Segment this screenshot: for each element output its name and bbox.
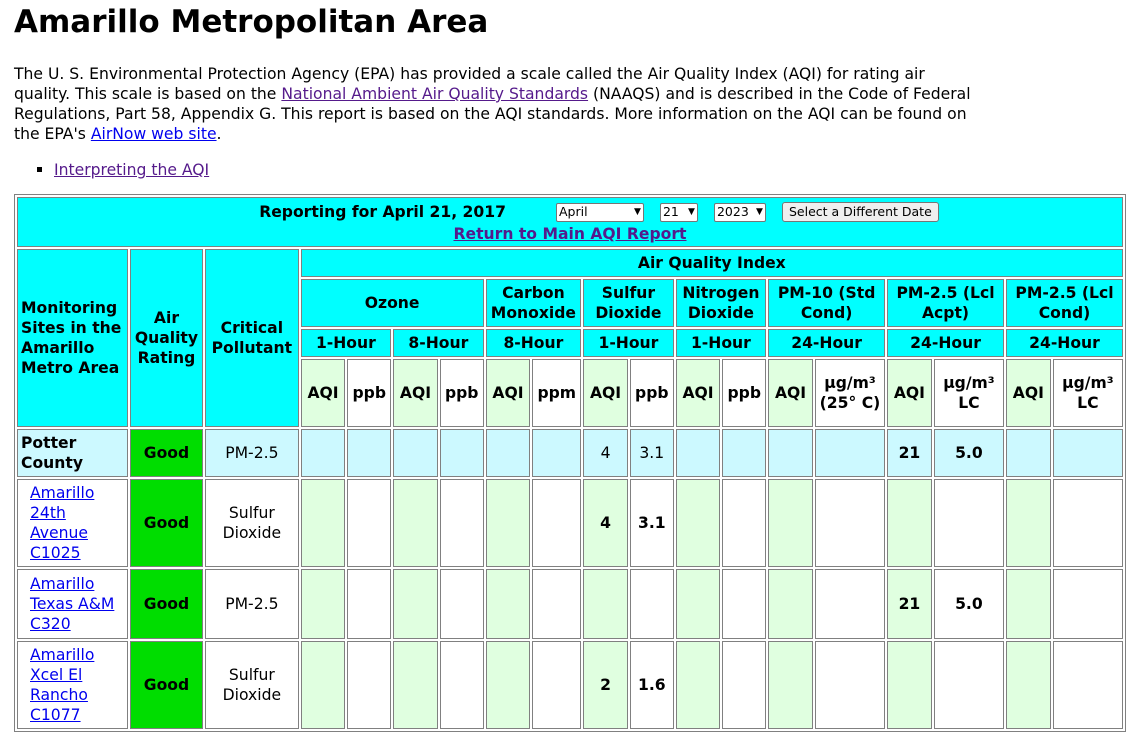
concentration-cell — [630, 569, 674, 639]
concentration-cell — [934, 641, 1004, 729]
aqi-value-cell — [486, 569, 531, 639]
aqi-value-cell — [1006, 479, 1051, 567]
no2-1hour-header: 1-Hour — [676, 329, 766, 357]
concentration-cell — [532, 479, 581, 567]
aqi-value-cell — [393, 479, 438, 567]
pollutant-cell: Sulfur Dioxide — [205, 641, 299, 729]
rating-cell: Good — [130, 479, 203, 567]
select-date-button[interactable]: Select a Different Date — [782, 202, 939, 222]
report-title: Reporting for April 21, 2017 — [259, 203, 506, 221]
concentration-cell — [722, 569, 766, 639]
ozone-1hour-header: 1-Hour — [301, 329, 391, 357]
month-value: April — [558, 204, 588, 219]
aqi-value-cell: 21 — [887, 569, 932, 639]
table-row — [17, 429, 1123, 477]
so2-1hour-header: 1-Hour — [583, 329, 673, 357]
table-row — [17, 641, 1123, 729]
concentration-cell: 1.6 — [630, 641, 674, 729]
concentration-cell — [815, 569, 885, 639]
aqi-value-cell — [301, 569, 346, 639]
site-name-cell — [17, 641, 128, 729]
nitrogen-dioxide-header: Nitrogen Dioxide — [676, 279, 766, 327]
unit-header: ppb — [347, 359, 391, 427]
concentration-cell — [1053, 479, 1123, 567]
aqi-value-cell — [887, 479, 932, 567]
concentration-cell — [815, 641, 885, 729]
pm25-acpt-header: PM-2.5 (Lcl Acpt) — [887, 279, 1004, 327]
air-quality-rating-header: Air Quality Rating — [130, 249, 203, 427]
aqi-value-cell: 21 — [887, 429, 932, 477]
pollutant-cell: PM-2.5 — [205, 569, 299, 639]
concentration-cell — [532, 641, 581, 729]
unit-header: AQI — [676, 359, 721, 427]
concentration-cell — [722, 641, 766, 729]
day-value: 21 — [662, 204, 679, 219]
year-value: 2023 — [716, 204, 749, 219]
unit-header: AQI — [1006, 359, 1051, 427]
chevron-down-icon: ▼ — [756, 207, 763, 217]
concentration-cell — [815, 479, 885, 567]
airnow-link[interactable]: AirNow web site — [90, 125, 217, 143]
intro-paragraph — [14, 64, 974, 144]
sulfur-dioxide-header: Sulfur Dioxide — [583, 279, 673, 327]
unit-header: ppb — [722, 359, 766, 427]
carbon-monoxide-header: Carbon Monoxide — [486, 279, 582, 327]
unit-header: µg/m³ LC — [1053, 359, 1123, 427]
aqi-value-cell — [676, 429, 721, 477]
concentration-cell: 5.0 — [934, 569, 1004, 639]
concentration-cell — [347, 569, 391, 639]
concentration-cell — [347, 479, 391, 567]
aqi-value-cell — [676, 569, 721, 639]
concentration-cell — [347, 641, 391, 729]
return-link[interactable]: Return to Main AQI Report — [453, 225, 687, 243]
rating-cell: Good — [130, 429, 203, 477]
pollutant-cell: PM-2.5 — [205, 429, 299, 477]
aqi-value-cell — [768, 569, 813, 639]
aqi-value-cell: 4 — [583, 429, 628, 477]
concentration-cell — [532, 569, 581, 639]
table-row — [17, 569, 1123, 639]
concentration-cell: 3.1 — [630, 479, 674, 567]
unit-header: µg/m³ (25° C) — [815, 359, 885, 427]
rating-cell: Good — [130, 641, 203, 729]
pm25-acpt-24hour-header: 24-Hour — [887, 329, 1004, 357]
page — [0, 0, 1140, 180]
unit-header: µg/m³ LC — [934, 359, 1004, 427]
month-select[interactable] — [556, 203, 644, 222]
critical-pollutant-header: Critical Pollutant — [205, 249, 299, 427]
aqi-value-cell — [1006, 641, 1051, 729]
links-list — [14, 160, 1126, 180]
data-rows — [17, 429, 1123, 729]
concentration-cell — [532, 429, 581, 477]
county-name: Potter County — [17, 429, 128, 477]
unit-header: ppm — [532, 359, 581, 427]
naaqs-link[interactable]: National Ambient Air Quality Standards — [281, 85, 589, 103]
aqi-value-cell — [768, 479, 813, 567]
rating-cell: Good — [130, 569, 203, 639]
concentration-cell — [1053, 429, 1123, 477]
site-name-cell — [17, 479, 128, 567]
aqi-value-cell — [486, 429, 531, 477]
pm25-cond-header: PM-2.5 (Lcl Cond) — [1006, 279, 1123, 327]
unit-header: AQI — [393, 359, 438, 427]
intro-text-3: . — [216, 125, 222, 143]
concentration-cell — [934, 479, 1004, 567]
intro-text-1: The U. S. Environmental Protection Agency (EPA) has provided a scale called the Air Quality Index (AQI) for rating air quality. This scale is based on the — [14, 65, 925, 103]
aqi-value-cell — [301, 641, 346, 729]
table-row — [17, 479, 1123, 567]
aqi-value-cell — [486, 641, 531, 729]
unit-header: AQI — [768, 359, 813, 427]
unit-header: AQI — [301, 359, 346, 427]
aqi-value-cell — [393, 429, 438, 477]
aqi-value-cell — [301, 429, 346, 477]
site-link[interactable]: Amarillo Xcel El Rancho C1077 — [30, 646, 95, 724]
concentration-cell — [440, 479, 484, 567]
page-title: Amarillo Metropolitan Area — [14, 4, 489, 40]
concentration-cell — [1053, 641, 1123, 729]
concentration-cell — [1053, 569, 1123, 639]
pm25-cond-24hour-header: 24-Hour — [1006, 329, 1123, 357]
chevron-down-icon: ▼ — [688, 207, 695, 217]
pm10-24hour-header: 24-Hour — [768, 329, 885, 357]
unit-header: ppb — [440, 359, 484, 427]
report-header — [17, 197, 1123, 247]
concentration-cell: 3.1 — [630, 429, 674, 477]
aqi-value-cell — [768, 429, 813, 477]
monitoring-sites-header: Monitoring Sites in the Amarillo Metro Area — [17, 249, 128, 427]
unit-header: AQI — [583, 359, 628, 427]
unit-header: ppb — [630, 359, 674, 427]
aqi-value-cell — [768, 641, 813, 729]
aqi-value-cell: 2 — [583, 641, 628, 729]
ozone-header: Ozone — [301, 279, 484, 327]
ozone-8hour-header: 8-Hour — [393, 329, 483, 357]
site-link[interactable]: Amarillo Texas A&M C320 — [30, 575, 115, 633]
unit-header: AQI — [486, 359, 531, 427]
aqi-value-cell — [393, 569, 438, 639]
aqi-value-cell — [1006, 429, 1051, 477]
aqi-value-cell — [393, 641, 438, 729]
aqi-value-cell — [887, 641, 932, 729]
unit-header: AQI — [887, 359, 932, 427]
site-name-cell — [17, 569, 128, 639]
chevron-down-icon: ▼ — [634, 207, 641, 217]
aqi-group-header: Air Quality Index — [301, 249, 1123, 277]
aqi-value-cell — [583, 569, 628, 639]
concentration-cell — [815, 429, 885, 477]
day-select[interactable] — [660, 203, 698, 222]
pollutant-cell: Sulfur Dioxide — [205, 479, 299, 567]
concentration-cell — [722, 429, 766, 477]
concentration-cell — [440, 429, 484, 477]
intro-text-2: (NAAQS) and is described in the Code of Federal Regulations, Part 58, Appendix G. This report is based on the AQI standards. More information on the AQI can be found on the EPA's — [14, 85, 971, 143]
site-link[interactable]: Amarillo 24th Avenue C1025 — [30, 484, 95, 562]
aqi-value-cell — [486, 479, 531, 567]
list-item — [14, 160, 1126, 180]
aqi-value-cell — [676, 479, 721, 567]
concentration-cell — [722, 479, 766, 567]
interpreting-aqi-link[interactable]: Interpreting the AQI — [54, 161, 210, 179]
aqi-value-cell: 4 — [583, 479, 628, 567]
aqi-table — [14, 194, 1126, 732]
concentration-cell — [347, 429, 391, 477]
concentration-cell — [440, 569, 484, 639]
aqi-value-cell — [301, 479, 346, 567]
aqi-value-cell — [1006, 569, 1051, 639]
concentration-cell — [440, 641, 484, 729]
pm10-header: PM-10 (Std Cond) — [768, 279, 885, 327]
concentration-cell: 5.0 — [934, 429, 1004, 477]
aqi-value-cell — [676, 641, 721, 729]
year-select[interactable] — [714, 203, 766, 222]
co-8hour-header: 8-Hour — [486, 329, 582, 357]
